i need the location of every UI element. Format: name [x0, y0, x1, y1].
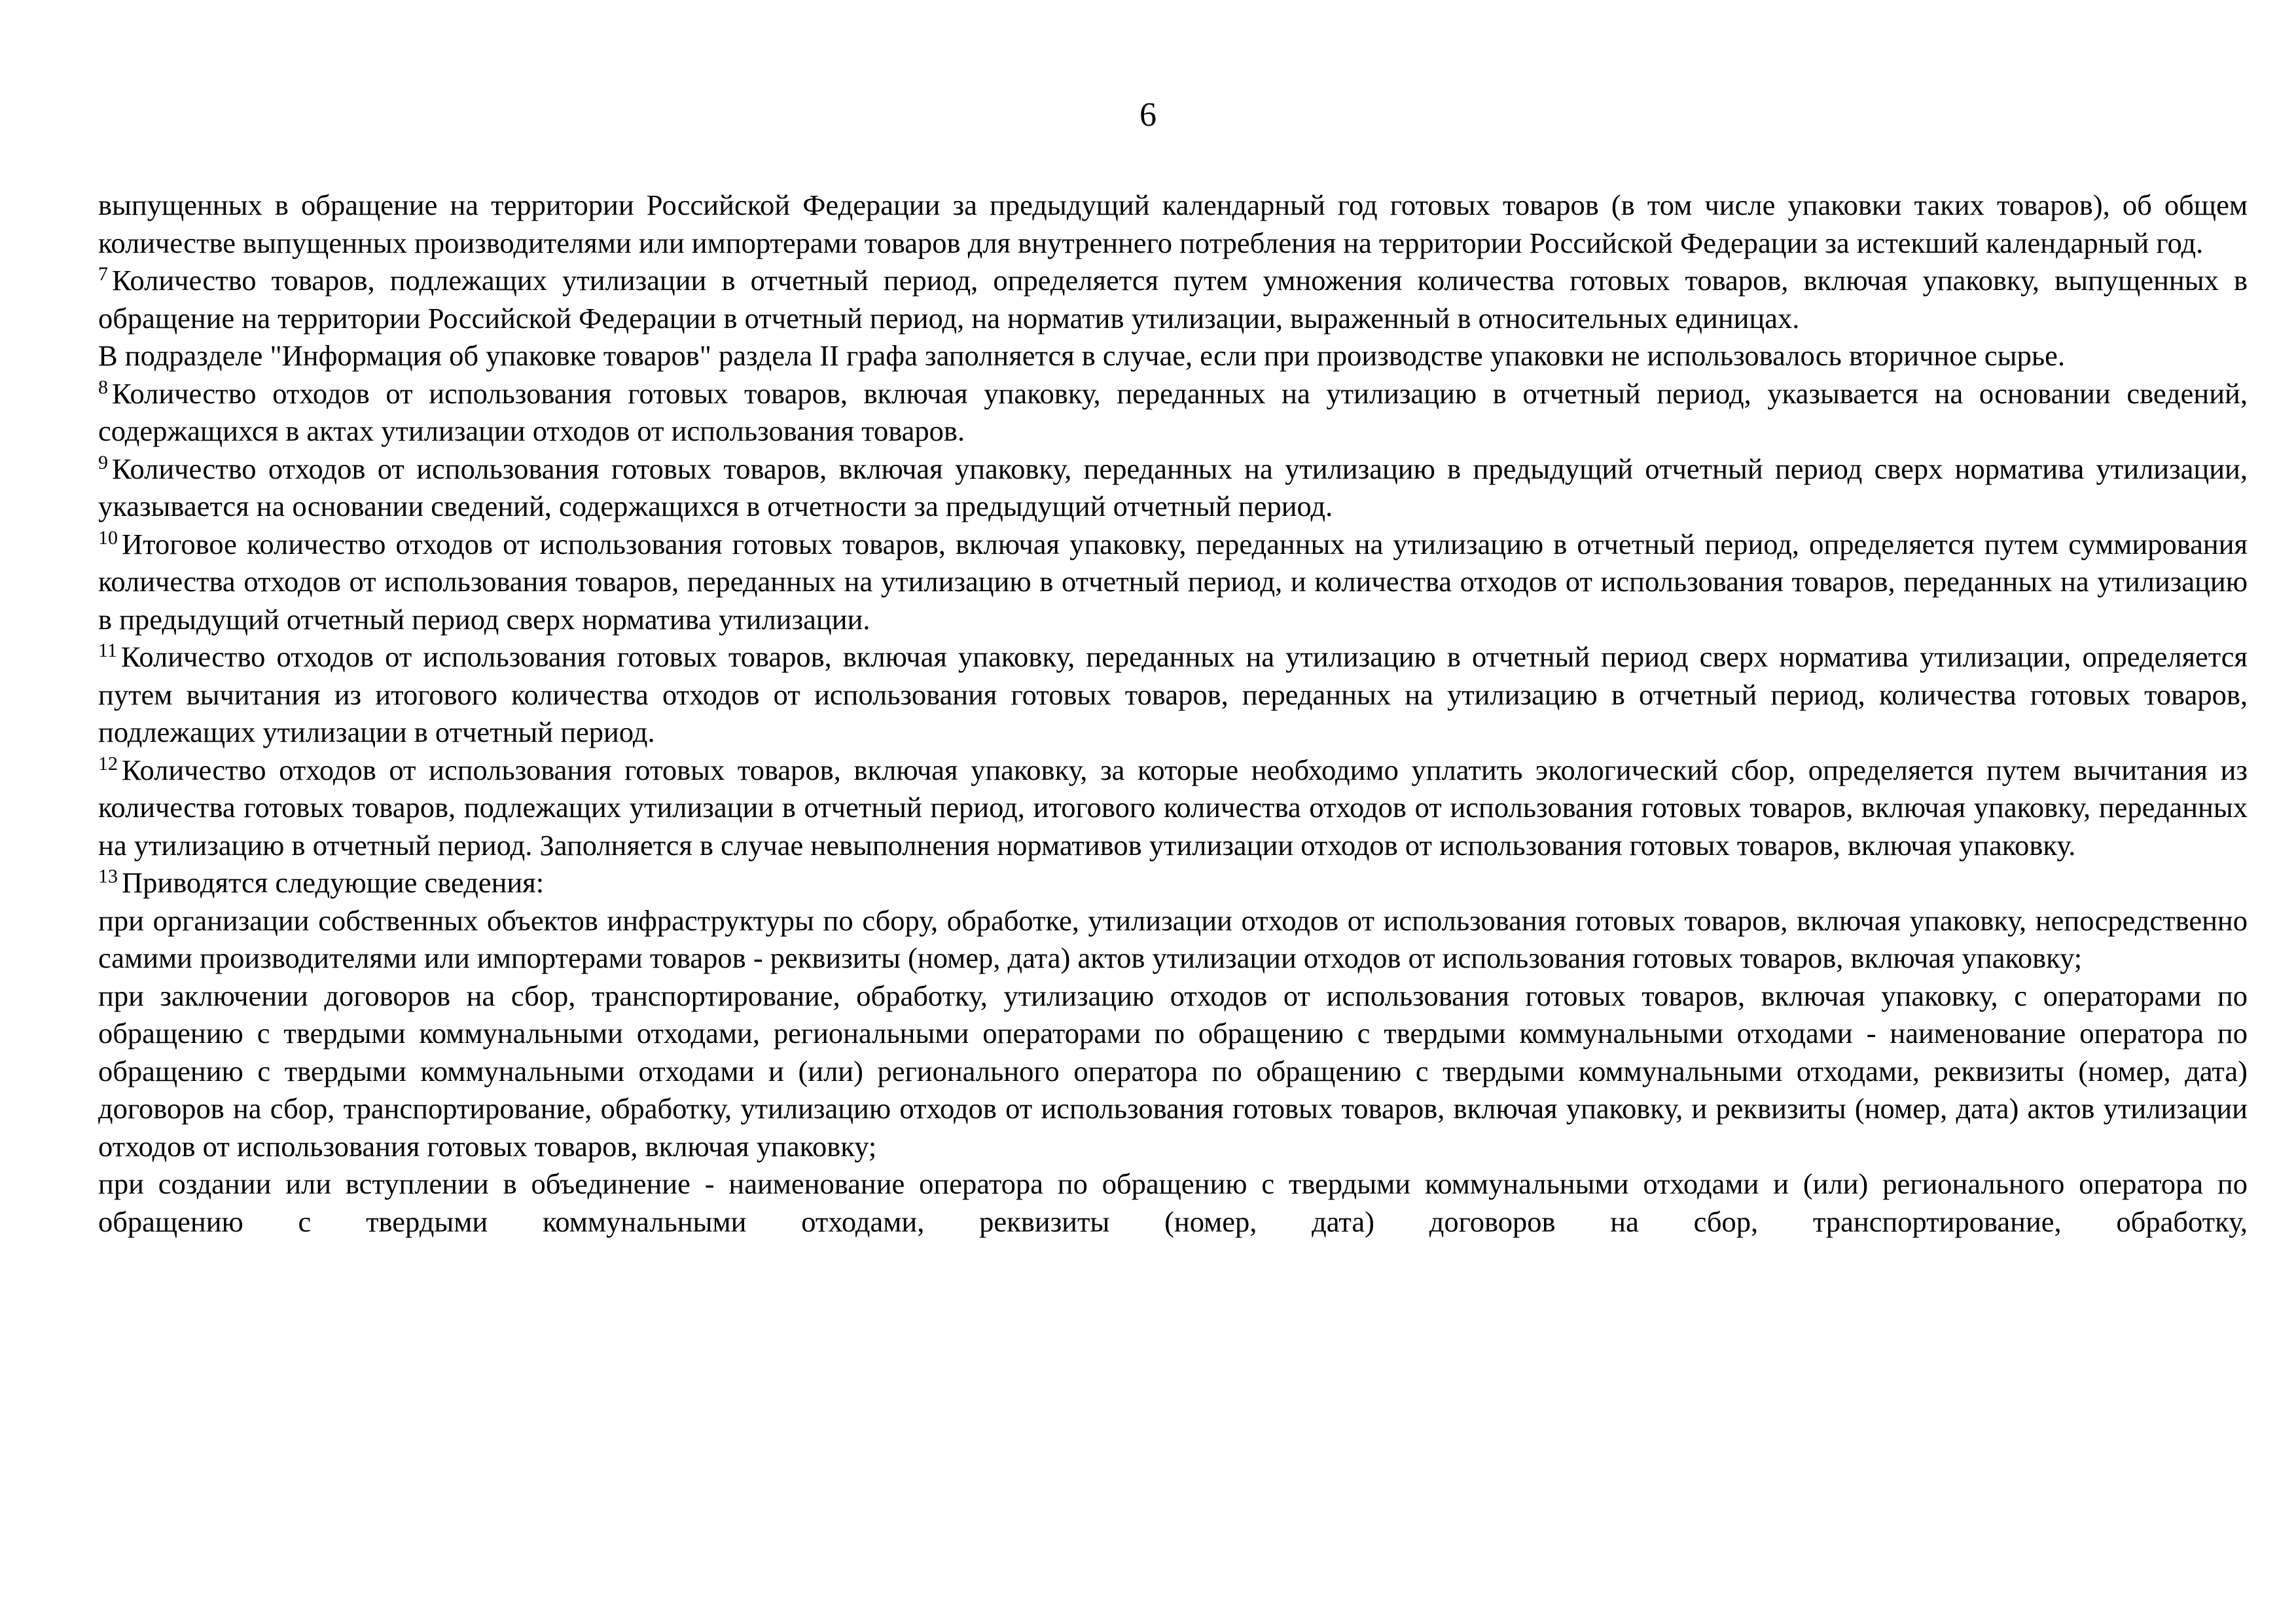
footnote-8 [98, 375, 2248, 450]
footnote-text: Количество отходов от использования готовых товаров, включая упаковку, переданных на утилизацию в отчетный период, указывается на основании сведений, содержащихся в актах утилизации отходов от использования товаров. [98, 376, 2248, 447]
page-number: 6 [1139, 96, 1157, 134]
footnote-13 [98, 864, 2248, 902]
footnote-7-extra: В подразделе "Информация об упаковке товаров" раздела II графа заполняется в случае, если при производстве упаковки не использовалось вторичное сырье. [98, 339, 2065, 372]
footnote-text: Количество отходов от использования готовых товаров, включая упаковку, за которые необходимо уплатить экологический сбор, определяется путем вычитания из количества готовых товаров, подлежащих утилизации в отчетный период, итогового количества отходов от использования готовых товаров, включая упаковку, переданных на утилизацию в отчетный период. Заполняется в случае невыполнения нормативов утилизации отходов от использования готовых товаров, включая упаковку. [98, 753, 2248, 862]
continuation-paragraph: выпущенных в обращение на территории Российской Федерации за предыдущий календарный год готовых товаров (в том числе упаковки таких товаров), об общем количестве выпущенных производителями или импортерами товаров для внутреннего потребления на территории Российской Федерации за истекший календарный год. [98, 189, 2248, 259]
footnote-marker: 11 [98, 640, 117, 661]
footnote-13-item: при организации собственных объектов инфраструктуры по сбору, обработке, утилизации отходов от использования готовых товаров, включая упаковку, непосредственно самими производителями или импортерами товаров - реквизиты (номер, дата) актов утилизации отходов от использования готовых товаров, включая упаковку; [98, 903, 2248, 974]
footnote-marker: 7 [98, 263, 108, 285]
footnote-10 [98, 526, 2248, 639]
footnote-text: Количество товаров, подлежащих утилизации в отчетный период, определяется путем умножения количества готовых товаров, включая упаковку, выпущенных в обращение на территории Российской Федерации в отчетный период, на норматив утилизации, выраженный в относительных единицах. [98, 264, 2248, 335]
footnote-text: Приводятся следующие сведения: [122, 866, 545, 899]
footnote-marker: 12 [98, 752, 118, 775]
footnote-marker: 10 [98, 526, 118, 549]
footnote-marker: 13 [98, 866, 118, 887]
footnote-13-item: при создании или вступлении в объединение - наименование оператора по обращению с твердыми коммунальными отходами и (или) регионального оператора по обращению с твердыми коммунальными отходами, реквизиты (номер, дата) договоров на сбор, транспортирование, обработку, [98, 1167, 2248, 1238]
footnote-marker: 9 [98, 451, 108, 473]
footnote-text: Итоговое количество отходов от использования готовых товаров, включая упаковку, переданных на утилизацию в отчетный период, определяется путем суммирования количества отходов от использования товаров, переданных на утилизацию в отчетный период, и количества отходов от использования товаров, переданных на утилизацию в предыдущий отчетный период сверх норматива утилизации. [98, 527, 2248, 636]
document-body [98, 187, 2248, 1241]
footnote-7 [98, 262, 2248, 337]
footnote-13-item: при заключении договоров на сбор, транспортирование, обработку, утилизацию отходов от использования готовых товаров, включая упаковку, с операторами по обращению с твердыми коммунальными отходами, региональными операторами по обращению с твердыми коммунальными отходами - наименование оператора по обращению с твердыми коммунальными отходами и (или) регионального оператора по обращению с твердыми коммунальными отходами, реквизиты (номер, дата) договоров на сбор, транспортирование, обработку, утилизацию отходов от использования готовых товаров, включая упаковку, и реквизиты (номер, дата) актов утилизации отходов от использования готовых товаров, включая упаковку; [98, 979, 2248, 1163]
footnote-text: Количество отходов от использования готовых товаров, включая упаковку, переданных на утилизацию в предыдущий отчетный период сверх норматива утилизации, указывается на основании сведений, содержащихся в отчетности за предыдущий отчетный период. [98, 452, 2248, 522]
footnote-11 [98, 638, 2248, 752]
footnote-text: Количество отходов от использования готовых товаров, включая упаковку, переданных на утилизацию в отчетный период сверх норматива утилизации, определяется путем вычитания из итогового количества отходов от использования готовых товаров, переданных на утилизацию в отчетный период, количества готовых товаров, подлежащих утилизации в отчетный период. [98, 640, 2248, 748]
footnote-9 [98, 450, 2248, 526]
footnote-marker: 8 [98, 376, 108, 398]
footnote-12 [98, 752, 2248, 865]
